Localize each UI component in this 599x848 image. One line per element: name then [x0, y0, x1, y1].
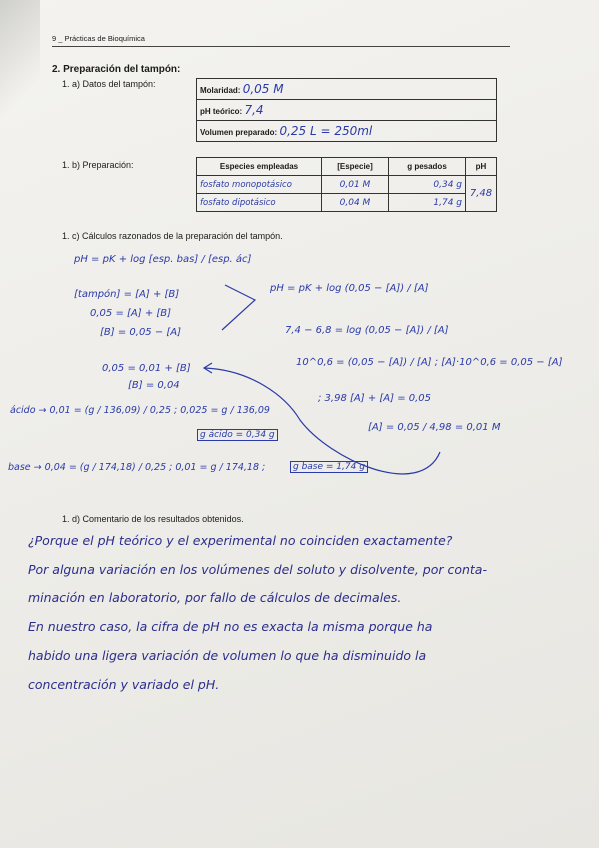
comment-line: minación en laboratorio, por fallo de cálculos de decimales. [28, 590, 402, 605]
comment-line: concentración y variado el pH. [28, 677, 220, 692]
section-title: 2. Preparación del tampón: [52, 64, 181, 75]
calc-right-5: [A] = 0,05 / 4,98 = 0,01 M [368, 422, 501, 433]
calc-molarity: 0,05 = [A] + [B] [90, 308, 172, 319]
page-header: 9 _ Prácticas de Bioquímica [52, 34, 145, 43]
calc-right-3: 10^0,6 = (0,05 − [A]) / [A] ; [A]·10^0,6 = 0,05 − [A] [296, 357, 563, 368]
part-d-label: 1. d) Comentario de los resultados obtenidos. [62, 514, 244, 524]
col-header: g pesados [389, 158, 466, 176]
comment-line: ¿Porque el pH teórico y el experimental no coinciden exactamente? [28, 533, 453, 548]
calc-buffer-sum: [tampón] = [A] + [B] [74, 289, 180, 300]
ph-value: 7,4 [244, 103, 264, 117]
calc-acid: ácido → 0,01 = (g / 136,09) / 0,25 ; 0,025 = g / 136,09 [10, 405, 270, 416]
ph-key: pH teórico: [200, 107, 243, 116]
grams-cell: 0,34 g [389, 176, 466, 194]
part-c-label: 1. c) Cálculos razonados de la preparación del tampón. [62, 231, 283, 241]
conc-cell: 0,04 M [322, 194, 389, 212]
acid-result-box: g ácido = 0,34 g [197, 429, 278, 441]
back-arrow [205, 368, 440, 474]
conc-cell: 0,01 M [322, 176, 389, 194]
col-header: [Especie] [322, 158, 389, 176]
col-header: Especies empleadas [197, 158, 322, 176]
ph-result-cell: 7,48 [466, 176, 497, 212]
calc-henderson: pH = pK + log [esp. bas] / [esp. ác] [74, 254, 252, 265]
species-cell: fosfato monopotásico [197, 176, 322, 194]
grams-cell: 1,74 g [389, 194, 466, 212]
volume-key: Volumen preparado: [200, 128, 278, 137]
calc-mid-1: 0,05 = 0,01 + [B] [102, 363, 191, 374]
calc-b-expr: [B] = 0,05 − [A] [100, 327, 182, 338]
volume-value: 0,25 L = 250ml [279, 124, 373, 138]
calc-right-1: pH = pK + log (0,05 − [A]) / [A] [270, 283, 429, 294]
base-result-box: g base = 1,74 g [290, 461, 368, 473]
molarity-key: Molaridad: [200, 86, 241, 95]
calc-right-4: ; 3,98 [A] + [A] = 0,05 [318, 393, 432, 404]
molarity-value: 0,05 M [242, 82, 284, 96]
col-header: pH [466, 158, 497, 176]
calc-mid-2: [B] = 0,04 [128, 380, 180, 391]
species-cell: fosfato dipotásico [197, 194, 322, 212]
part-b-label: 1. b) Preparación: [62, 160, 134, 170]
calc-base: base → 0,04 = (g / 174,18) / 0,25 ; 0,01 = g / 174,18 ; [8, 462, 266, 473]
comment-line: Por alguna variación en los volúmenes del soluto y disolvente, por conta- [28, 562, 487, 577]
brace-arrow [222, 285, 255, 330]
comment-line: En nuestro caso, la cifra de pH no es exacta la misma porque ha [28, 619, 433, 634]
comment-line: habido una ligera variación de volumen lo que ha disminuido la [28, 648, 427, 663]
calc-right-2: 7,4 − 6,8 = log (0,05 − [A]) / [A] [285, 325, 449, 336]
part-a-label: 1. a) Datos del tampón: [62, 79, 156, 89]
